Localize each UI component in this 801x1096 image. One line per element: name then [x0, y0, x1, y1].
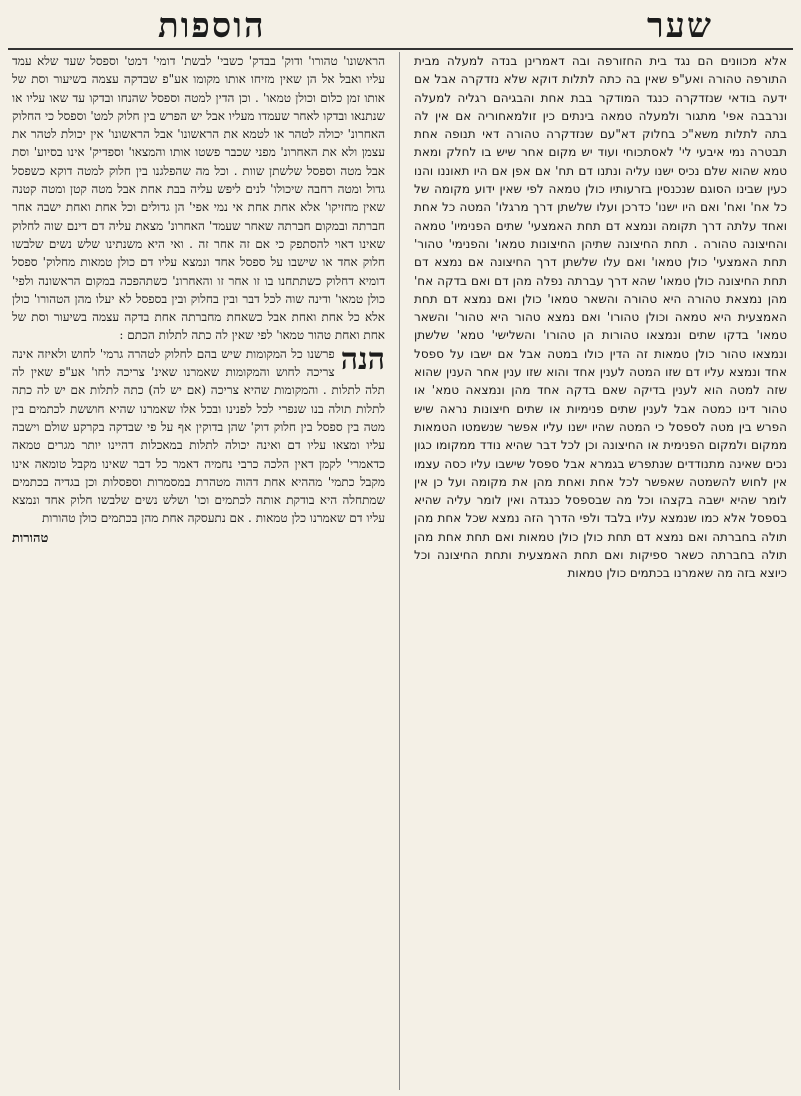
left-column-text: הראשונו' טהורו' ודוק' בבדק' כשבי' לבשת' דומי' דמט' וספסל שעד שלא עמד עליו ואבל אל הן שאין מזיחו אותו מקומו אע"פ שבדקה עצמה בשיעור וסת של אותו זמן כלום וכולן טמאו' . וכן הדין למטה וספסל שהנחו ובדקו עד שאו עליו או שנתנאו ובדקו לאחר שעמדו מעליו אבל יש הפרש בין חלוק למט' וספסל כי החלוק האחרונ' יכולה לטהר או לטמא את הראשונו' אבל הראשונו' אין יכולת לטהר את עצמן ולא את האחרונ' מפני שכבר פשטו אותו והמצאו' וספדיק' אינו בסיוע' וסת אבל מטה וספסל שלשתן שוות . וכל מה שהפלגנו בין חלוק למטה דוקא כשפסל גדול ומטה רחבה שיכולו' לנים ליפש עליה בבת אחת אבל מטה קטן ומטה קטנה שאין מחזיקו' אלא אחת אחת אי נמי אפי' הן גדולים וכל אחת ואחת ישבה אחר חברתה ובמקום חברתה שאחר שעמד' האחרונ' מצאת עליה דם דינם שוה לחלוק שאינו דאוי להסתפק כי אם זה אחר זה . ואי היא משנתינו שלש נשים שלבשו חלוק אחד או שישבו על ספסל אחד ונמצא עליו דם כולן טמאות מחלוק' ספסל דומיא דחלוק כשתתחנו בו זו אחר זו והאחרונ' כשתהפכה במקום הראשונה ולפי' כולן טמאו' ודינה שוה לכל דבר ובין בחלוק ובין בספסל לא יעלו מהן הטהורו' כולן אלא כל אחת ואחת אבל כשאחת מחברתה אחת בדקה עצמה בשיעור וסת של אחת ואחת טהור טמאו' לפי שאין לה כתה לתלות הכתם : — [12, 54, 385, 343]
column-divider — [399, 52, 400, 1090]
header-title-right: שער — [646, 6, 713, 46]
left-column-paragraph-2 — [12, 341, 385, 528]
text-columns — [12, 52, 787, 1090]
right-column-text: אלא מכוונים הם נגד בית החזורפה ובה דאמרינן בנדה למעלה מבית התורפה טהורה ואע"פ שאין בה כתה לתלות דוקא שלא נזדקרה אבל אם ידעה בודאי שנזדקרה כנגד המודקר בבת אחת והבגיהם רגליה למעלה ונרבבה אפי' מתגור ולמעלה טמאה בינתים כין זולמאחוריה אם אין לה בתה לתלות משא"כ בחלוק דא"עם שנזדקרה טהורה דאי תנופה אחת תבטרה נמי איבעי לי' לאסתכוחי ועוד יש מקום אחר שיש בו לחלק ומאת טמא שהוא שלם נכיס ישנו עליה ונתנו דם תח' אם אפן אם היו תאוננו והנו כעין שבינו הסוגם שנכנסין בזרעותיו כולן טמאה לפי שאין ידוע מקומה של כל אח' ואח' ואם היו ישנו' כדרכן ועלו שלשתן דרך מרגלו' המטה כל אחת ואחד עלתה דרך תקומה ונמצא דם תחת האמצעי' שתים הפנימיו' טמאה והחיצונה טהורה . תחת החיצונה שתיהן החיצונות טמאו' והפנימי' טהור' תחת האמצעי' כולן טמאו' ואם עלו שלשתן דרך החיצונה אם נמצא דם תחת החיצונה כולן טמאו' שהא דרך עברתה נפלה מהן דם ואם בדקה אח' מהן נמצאת טהורה היא טהורה והשאר טמאו' כולן ואם נמצא דם תחת האמצעית היא טמאה וכולן טהורו' ואם נמצא טהור היא טהור' והשאר טמאו' בדקו שתים ונמצאו טהורות הן טהורו' והשלישי' טמא' שלשתן ונמצאו טהור כולן טמאות זה הדין כולו במטה אבל אם ישבו על ספסל אחד ונמצא עליו דם שזו המטה לענין אחד והוא שזו ענין אחר הענין שהוא שזה למטה הוא לענין בדיקה שאם בדקה אחד מהן ונמצאה טמא' או טהור דינו כמטה אבל לענין שתים פנימיות או שתים חיצונות נראה שיש הפרש בין מטה לספסל כי המטה שהיו ישנו עליו אפשר שנשמטו הטמאות ממקום ולמקום הפנימית או החיצונה וכן לכל דבר שהיא נודד ממקומו כגון נכים שאינה מתנודדים שנתפרש בגמרא אבל ספסל שישבו עליו כסה עצמו אין לחוש להשמטה שאפשר לכל אחת ואחת מהן את מקומה ועל כן אין לומר שהיא ישבה בקצהו וכל מה שבספסל כנגדה ואין לומר עליה שהיא בספסל אלא כמו שנמצא עליו בלבד ולפי הדרך הזה נמצא שכל אחת מהן תולה בחברתה ואם נמצא דם תחת כולן כולן טמאות ואם תחת אחת מהן תולה בחברתה כשאר ספיקות ואם תחת האמצעית ותחת החיצונה וכל כיוצא בזה מה שאמרנו בכתמים כולן טמאות — [414, 54, 787, 581]
left-column-text-2: פרשנו כל המקומות שיש בהם לחלוק לטהרה גרמי' לחוש ולאיזה אינה צריכה לחוש והמקומות שאמרנו שאינ' צריכה לחו' אע"פ שאין לה תלה לתלות . והמקומות שהיא צריכה (אם יש לה) כתה לתלות אם יש לה כתה לתלות תולה בנו שנפרי לכל לפנינו ובכל אלו שאמרנו שהיא חוששת לכתמים בין מטה בין ספסל בין חלוק דוק' שהן בדוקין אף על פי שבדקה בקרקע שולם וישבה עליו ומצאו עליו דם ואינה יכולה לתלות במאכלות דהיינו יותר מגרים טמאה כדאמרי' לקמן דאין הלכה כרבי נחמיה דאמר כל דבר שאינו מקבל טומאה אינו מקבל כתמי' מההיא אחת דהוה מטהרת במסמרות וספסלות וכן בגדיה בכתמים שמתחלה היא בודקת אותה לכתמים וכו' ושלש נשים שלבשו חלוק אחד ונמצא עליו דם שאמרנו כלן טמאות . אם נתעסקה אחת מהן בכתמים כולן טהורות — [12, 346, 385, 526]
right-column — [414, 52, 787, 1090]
page-header — [8, 4, 793, 50]
section-opening-word: הנה — [340, 341, 385, 377]
catchword: טהורות — [12, 530, 49, 546]
left-column — [12, 52, 385, 1090]
header-title-left: הוספות — [158, 6, 266, 46]
